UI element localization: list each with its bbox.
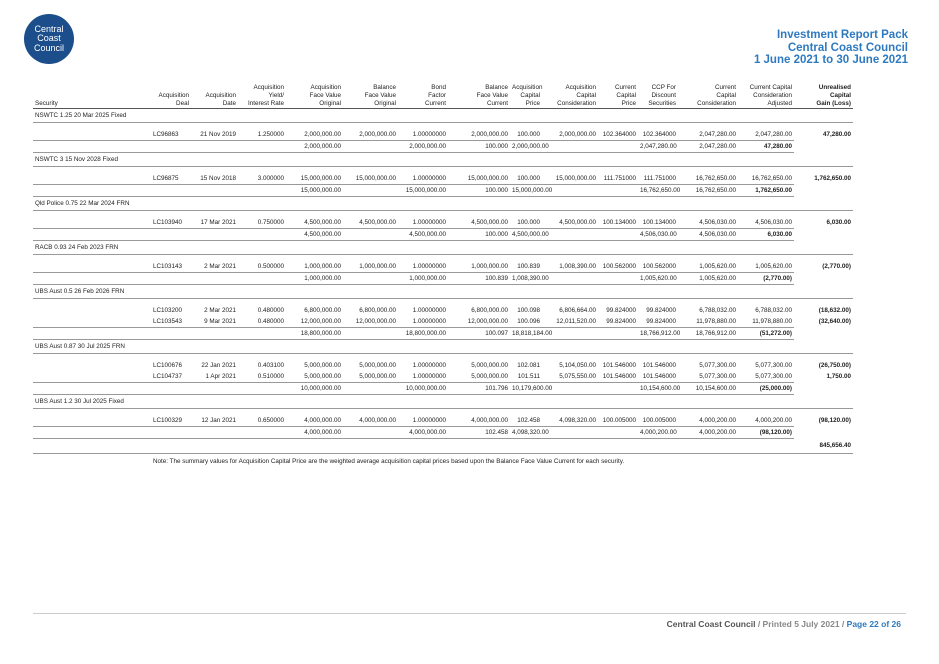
unrealised-gain: 6,030.00: [826, 219, 851, 227]
table-cell: 1 Apr 2021: [205, 373, 236, 380]
total-acq-cap-cons: 4,098,320.00: [510, 427, 542, 439]
footer-separator: /: [755, 619, 763, 629]
total-curr-cap-cons: 4,506,030.00: [638, 229, 678, 241]
security-name: UBS Aust 0.5 26 Feb 2026 FRN: [33, 285, 853, 299]
grand-total-value: 845,656.40: [794, 439, 853, 454]
security-cell: [33, 316, 151, 328]
total-curr-cap-cons: 2,047,280.00: [638, 141, 678, 153]
table-cell: 4,000,000.00: [304, 417, 341, 424]
deal-number: LC100329: [153, 417, 183, 424]
table-cell: 1.00000000: [412, 175, 446, 182]
deal-number: LC103940: [153, 219, 183, 226]
total-bal-face-orig: 2,000,000.00: [286, 141, 343, 153]
table-cell: 21 Nov 2019: [200, 131, 236, 138]
table-cell: 4,506,030.00: [755, 219, 792, 226]
group-total-row: [33, 328, 853, 340]
table-cell: 100.134000: [642, 219, 676, 226]
security-name: NSWTC 3 15 Nov 2028 Fixed: [33, 153, 853, 167]
table-cell: 101.546000: [602, 362, 636, 369]
table-cell: 102.081: [517, 362, 540, 369]
footer-divider: [33, 613, 906, 614]
total-acq-cap-price: 102.458: [448, 427, 510, 439]
logo-line: Coast: [37, 33, 61, 44]
unrealised-gain: 1,762,650.00: [814, 175, 851, 183]
total-spacer: [33, 273, 286, 285]
table-cell: 1.00000000: [412, 219, 446, 226]
table-cell: 100.000: [517, 131, 540, 138]
total-spacer: [33, 328, 286, 340]
table-cell: 5,000,000.00: [359, 373, 396, 380]
col-security: Security: [33, 84, 151, 109]
group-header-row: [33, 241, 853, 255]
table-cell: 15,000,000.00: [300, 175, 341, 182]
investment-table: [33, 84, 853, 468]
group-total-row: [33, 427, 853, 439]
total-spacer: [33, 229, 286, 241]
table-cell: 100.134000: [602, 219, 636, 226]
table-cell: 6,800,000.00: [359, 307, 396, 314]
total-acq-cap-price: 100.000: [448, 229, 510, 241]
security-cell: [33, 371, 151, 383]
total-spacer: [343, 383, 398, 395]
total-bal-face-curr: 4,000,000.00: [398, 427, 448, 439]
report-header: [754, 29, 908, 67]
table-cell: 4,500,000.00: [559, 219, 596, 226]
unrealised-gain: (18,632.00): [818, 307, 851, 314]
total-unrealised-gain: 47,280.00: [738, 141, 794, 153]
col-unrealised: Unrealised Capital Gain (Loss): [794, 84, 853, 109]
total-acq-cap-price: 100.000: [448, 185, 510, 197]
table-cell: 1.00000000: [412, 373, 446, 380]
table-cell: 100.096: [517, 318, 540, 325]
table-cell: 4,000,000.00: [471, 417, 508, 424]
total-curr-cap-cons-adj: 2,047,280.00: [678, 141, 738, 153]
security-name: NSWTC 1.25 20 Mar 2025 Fixed: [33, 109, 853, 123]
security-cell: [33, 305, 151, 316]
deal-number: LC104737: [153, 373, 183, 380]
security-cell: [33, 217, 151, 229]
total-curr-cap-cons-adj: 4,506,030.00: [678, 229, 738, 241]
table-row: [33, 217, 853, 229]
total-acq-cap-cons: 1,008,390.00: [510, 273, 542, 285]
footer-separator: /: [839, 619, 847, 629]
table-cell: 12,000,000.00: [355, 318, 396, 325]
table-cell: 100.005000: [602, 417, 636, 424]
table-row: [33, 316, 853, 328]
table-cell: 5,104,050.00: [559, 362, 596, 369]
table-cell: 2,000,000.00: [559, 131, 596, 138]
unrealised-gain: (26,750.00): [818, 362, 851, 369]
table-cell: 5,077,300.00: [755, 373, 792, 380]
table-cell: 11,978,880.00: [752, 318, 792, 325]
total-curr-cap-cons: 10,154,600.00: [638, 383, 678, 395]
table-cell: 4,000,000.00: [359, 417, 396, 424]
total-spacer: [542, 273, 638, 285]
table-cell: 5,077,300.00: [755, 362, 792, 369]
total-unrealised-gain: 6,030.00: [738, 229, 794, 241]
table-cell: 100.562000: [602, 263, 636, 270]
table-cell: 99.824000: [606, 307, 636, 314]
table-cell: 100.562000: [642, 263, 676, 270]
table-row: [33, 261, 853, 273]
table-cell: 5,000,000.00: [471, 362, 508, 369]
table-cell: 1,000,000.00: [359, 263, 396, 270]
table-cell: 4,500,000.00: [359, 219, 396, 226]
total-bal-face-curr: 2,000,000.00: [398, 141, 448, 153]
security-name: Qld Police 0.75 22 Mar 2024 FRN: [33, 197, 853, 211]
total-unrealised-gain: (98,120.00): [738, 427, 794, 439]
grand-total-row: [33, 439, 853, 454]
total-spacer: [33, 427, 286, 439]
table-cell: 4,098,320.00: [559, 417, 596, 424]
table-cell: 4,000,200.00: [755, 417, 792, 424]
page-footer: [667, 619, 901, 629]
table-cell: 99.824000: [646, 318, 676, 325]
table-cell: 0.480000: [257, 307, 284, 314]
table-cell: 1,005,620.00: [755, 263, 792, 270]
table-cell: 1.250000: [257, 131, 284, 138]
total-bal-face-orig: 4,000,000.00: [286, 427, 343, 439]
table-cell: 5,000,000.00: [304, 362, 341, 369]
footer-org: Central Coast Council: [666, 619, 756, 629]
table-cell: 111.751000: [603, 175, 636, 182]
table-cell: 0.403100: [257, 362, 284, 369]
table-cell: 2 Mar 2021: [204, 263, 236, 270]
col-ccp-discount: CCP For Discount Securities: [638, 84, 678, 109]
table-cell: 4,500,000.00: [304, 219, 341, 226]
header-row: [33, 84, 853, 109]
col-acq-cap-cons: Acquisition Capital Consideration: [542, 84, 598, 109]
table-cell: 2 Mar 2021: [204, 307, 236, 314]
deal-number: LC103543: [153, 318, 183, 325]
table-cell: 4,500,000.00: [471, 219, 508, 226]
table-cell: 1.00000000: [412, 263, 446, 270]
table-cell: 15,000,000.00: [555, 175, 596, 182]
table-cell: 101.511: [517, 373, 540, 380]
table-cell: 100.000: [517, 175, 540, 182]
deal-number: LC96863: [153, 131, 179, 138]
table-cell: 102.364000: [602, 131, 636, 138]
security-cell: [33, 261, 151, 273]
table-cell: 101.546000: [602, 373, 636, 380]
total-acq-cap-price: 100.839: [448, 273, 510, 285]
group-header-row: [33, 285, 853, 299]
table-cell: 16,762,650.00: [751, 175, 792, 182]
col-acq-date: Acquisition Date: [191, 84, 238, 109]
council-logo: [24, 14, 74, 64]
total-spacer: [343, 273, 398, 285]
total-bal-face-orig: 1,000,000.00: [286, 273, 343, 285]
table-row: [33, 173, 853, 185]
col-bal-face-orig: Balance Face Value Original: [343, 84, 398, 109]
unrealised-gain: 1,750.00: [826, 373, 851, 381]
total-curr-cap-cons-adj: 16,762,650.00: [678, 185, 738, 197]
total-spacer: [542, 141, 638, 153]
table-cell: 5,075,550.00: [559, 373, 596, 380]
table-cell: 6,800,000.00: [471, 307, 508, 314]
total-spacer: [542, 383, 638, 395]
table-cell: 2,047,280.00: [699, 131, 736, 138]
table-cell: 6,788,032.00: [755, 307, 792, 314]
total-unrealised-gain: (25,000.00): [738, 383, 794, 395]
table-cell: 6,800,000.00: [304, 307, 341, 314]
group-total-row: [33, 383, 853, 395]
security-name: RACB 0.93 24 Feb 2023 FRN: [33, 241, 853, 255]
logo-line: Central: [34, 23, 64, 34]
footer-page-number: Page 22 of 26: [846, 619, 901, 629]
total-bal-face-orig: 15,000,000.00: [286, 185, 343, 197]
table-cell: 0.650000: [257, 417, 284, 424]
security-name: UBS Aust 1.2 30 Jul 2025 Fixed: [33, 395, 853, 409]
table-row: [33, 415, 853, 427]
table-cell: 15 Nov 2018: [200, 175, 236, 182]
total-spacer: [33, 185, 286, 197]
total-curr-cap-cons-adj: 10,154,600.00: [678, 383, 738, 395]
group-header-row: [33, 197, 853, 211]
table-cell: 111.751000: [643, 175, 676, 182]
col-bal-face-curr: Balance Face Value Current: [448, 84, 510, 109]
table-cell: 5,077,300.00: [699, 373, 736, 380]
col-acq-deal: Acquisition Deal: [151, 84, 191, 109]
total-unrealised-gain: 1,762,650.00: [738, 185, 794, 197]
table-cell: 0.480000: [257, 318, 284, 325]
table-cell: 0.500000: [257, 263, 284, 270]
table-cell: 11,978,880.00: [696, 318, 736, 325]
table-cell: 102.458: [517, 417, 540, 424]
unrealised-gain: (32,640.00): [818, 318, 851, 326]
table-cell: 99.824000: [646, 307, 676, 314]
total-spacer: [33, 383, 286, 395]
table-cell: 1.00000000: [412, 307, 446, 314]
table-cell: 17 Mar 2021: [200, 219, 236, 226]
total-spacer: [343, 427, 398, 439]
table-cell: 1.00000000: [412, 318, 446, 325]
total-acq-cap-cons: 2,000,000.00: [510, 141, 542, 153]
table-cell: 6,788,032.00: [699, 307, 736, 314]
total-spacer: [542, 185, 638, 197]
total-acq-cap-price: 100.000: [448, 141, 510, 153]
total-acq-cap-cons: 15,000,000.00: [510, 185, 542, 197]
deal-number: LC100676: [153, 362, 183, 369]
group-header-row: [33, 153, 853, 167]
total-acq-cap-price: 100.097: [448, 328, 510, 340]
col-curr-cap-cons-adj: Current Capital Consideration Adjusted: [738, 84, 794, 109]
total-spacer: [343, 229, 398, 241]
report-period: 1 June 2021 to 30 June 2021: [753, 54, 908, 66]
col-acq-yield: Acquisition Yield/ Interest Rate: [238, 84, 286, 109]
total-curr-cap-cons-adj: 1,005,620.00: [678, 273, 738, 285]
table-cell: 1.00000000: [412, 131, 446, 138]
total-curr-cap-cons-adj: 18,766,912.00: [678, 328, 738, 340]
security-name: UBS Aust 0.87 30 Jul 2025 FRN: [33, 340, 853, 354]
col-curr-cap-price: Current Capital Price: [598, 84, 638, 109]
table-cell: 12,000,000.00: [467, 318, 508, 325]
table-cell: 5,000,000.00: [359, 362, 396, 369]
total-bal-face-curr: 15,000,000.00: [398, 185, 448, 197]
note-spacer: [33, 454, 151, 469]
total-curr-cap-cons: 1,005,620.00: [638, 273, 678, 285]
table-cell: 12,011,520.00: [556, 318, 596, 325]
table-cell: 2,047,280.00: [755, 131, 792, 138]
table-cell: 12,000,000.00: [300, 318, 341, 325]
table-cell: 1.00000000: [412, 417, 446, 424]
total-bal-face-curr: 1,000,000.00: [398, 273, 448, 285]
group-total-row: [33, 185, 853, 197]
total-curr-cap-cons: 4,000,200.00: [638, 427, 678, 439]
total-unrealised-gain: (51,272.00): [738, 328, 794, 340]
unrealised-gain: 47,280.00: [822, 131, 851, 139]
table-row: [33, 305, 853, 316]
logo-line: Council: [33, 42, 64, 53]
total-acq-cap-cons: 10,179,600.00: [510, 383, 542, 395]
group-total-row: [33, 229, 853, 241]
table-cell: 100.098: [517, 307, 540, 314]
total-spacer: [542, 427, 638, 439]
table-cell: 5,000,000.00: [304, 373, 341, 380]
table-cell: 5,000,000.00: [471, 373, 508, 380]
group-header-row: [33, 395, 853, 409]
table-row: [33, 129, 853, 141]
total-spacer: [343, 141, 398, 153]
group-header-row: [33, 340, 853, 354]
footer-printed: Printed 5 July 2021: [762, 619, 840, 629]
table-cell: 16,762,650.00: [695, 175, 736, 182]
security-cell: [33, 129, 151, 141]
table-cell: 6,806,664.00: [559, 307, 596, 314]
table-cell: 102.364000: [642, 131, 676, 138]
total-unrealised-gain: (2,770.00): [738, 273, 794, 285]
total-spacer: [33, 141, 286, 153]
table-cell: 1,008,390.00: [559, 263, 596, 270]
security-cell: [33, 360, 151, 371]
total-bal-face-orig: 18,800,000.00: [286, 328, 343, 340]
table-cell: 1.00000000: [412, 362, 446, 369]
report-org: Central Coast Council: [787, 41, 908, 54]
table-cell: 3.000000: [257, 175, 284, 182]
security-cell: [33, 415, 151, 427]
table-cell: 1,000,000.00: [471, 263, 508, 270]
footnote: Note: The summary values for Acquisition Capital Price are the weighted average acquisition capital prices based upon the Balance Face Value Current for each security.: [151, 454, 853, 469]
total-bal-face-curr: 18,800,000.00: [398, 328, 448, 340]
table-cell: 4,000,200.00: [699, 417, 736, 424]
table-row: [33, 360, 853, 371]
deal-number: LC96875: [153, 175, 179, 182]
total-bal-face-curr: 10,000,000.00: [398, 383, 448, 395]
total-curr-cap-cons: 16,762,650.00: [638, 185, 678, 197]
table-cell: 0.510000: [257, 373, 284, 380]
table-cell: 101.546000: [642, 362, 676, 369]
total-curr-cap-cons-adj: 4,000,200.00: [678, 427, 738, 439]
col-acq-cap-price: Acquisition Capital Price: [512, 84, 543, 107]
table-cell: 100.000: [517, 219, 540, 226]
group-total-row: [33, 273, 853, 285]
total-bal-face-curr: 4,500,000.00: [398, 229, 448, 241]
table-cell: 15,000,000.00: [467, 175, 508, 182]
security-cell: [33, 173, 151, 185]
unrealised-gain: (98,120.00): [818, 417, 851, 425]
group-header-row: [33, 109, 853, 123]
table-cell: 1,005,620.00: [699, 263, 736, 270]
table-cell: 100.005000: [642, 417, 676, 424]
table-cell: 0.750000: [257, 219, 284, 226]
table-cell: 22 Jan 2021: [201, 362, 236, 369]
table-cell: 1,000,000.00: [304, 263, 341, 270]
total-spacer: [343, 328, 398, 340]
table-cell: 12 Jan 2021: [201, 417, 236, 424]
total-acq-cap-cons: 4,500,000.00: [510, 229, 542, 241]
total-spacer: [33, 439, 794, 454]
table-cell: 2,000,000.00: [471, 131, 508, 138]
table-cell: 101.546000: [642, 373, 676, 380]
table-cell: 5,077,300.00: [699, 362, 736, 369]
total-spacer: [542, 229, 638, 241]
total-acq-cap-cons: 18,818,184.00: [510, 328, 542, 340]
table-cell: 15,000,000.00: [355, 175, 396, 182]
group-total-row: [33, 141, 853, 153]
col-bond-factor: Bond Factor Current: [398, 84, 448, 109]
table-cell: 2,000,000.00: [359, 131, 396, 138]
table-cell: 2,000,000.00: [304, 131, 341, 138]
note-row: [33, 454, 853, 469]
total-curr-cap-cons: 18,766,912.00: [638, 328, 678, 340]
deal-number: LC103143: [153, 263, 183, 270]
total-spacer: [542, 328, 638, 340]
total-bal-face-orig: 10,000,000.00: [286, 383, 343, 395]
total-bal-face-orig: 4,500,000.00: [286, 229, 343, 241]
col-acq-face: Acquisition Face Value Original: [286, 84, 343, 109]
report-title: Investment Report Pack: [776, 29, 908, 41]
total-acq-cap-price: 101.796: [448, 383, 510, 395]
table-body: [33, 109, 853, 469]
table-row: [33, 371, 853, 383]
col-curr-cap-cons: Current Capital Consideration: [678, 84, 738, 109]
table-cell: 100.839: [517, 263, 540, 270]
table-cell: 4,506,030.00: [699, 219, 736, 226]
table-cell: 9 Mar 2021: [204, 318, 236, 325]
table-cell: 99.824000: [606, 318, 636, 325]
total-spacer: [343, 185, 398, 197]
deal-number: LC103200: [153, 307, 183, 314]
unrealised-gain: (2,770.00): [822, 263, 851, 271]
